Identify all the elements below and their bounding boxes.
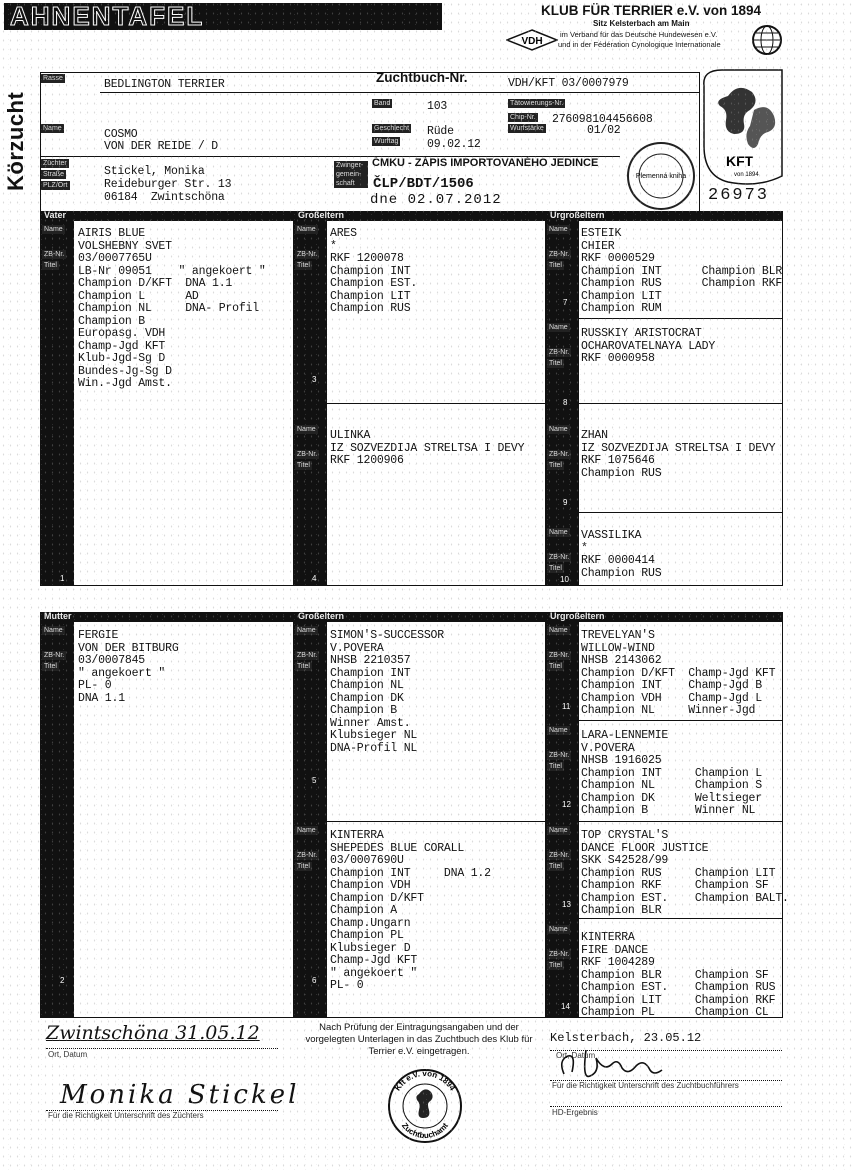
ggp7-titel-tag: Titel — [549, 863, 562, 870]
import-stamp-date: dne 02.07.2012 — [370, 192, 502, 208]
ggp4-titel-tag: Titel — [549, 565, 562, 572]
ggp3-titel-tag: Titel — [549, 462, 562, 469]
registration-note: Nach Prüfung der Eintragungsangaben und der vorgelegten Unterlagen in das Zuchtbuch des Klub für Terrier e.V. eingetragen. — [305, 1022, 533, 1057]
label-breeder-signature: Für die Richtigkeit Unterschrift des Züchters — [48, 1111, 204, 1120]
ggp8-name-tag: Name — [549, 926, 568, 933]
gp3-zb-tag: ZB-Nr. — [297, 652, 318, 659]
gp2-name-tag: Name — [297, 426, 316, 433]
breed: BEDLINGTON TERRIER — [104, 78, 225, 91]
registrar-place-date: Kelsterbach, 23.05.12 — [550, 1031, 702, 1045]
band-value: 103 — [427, 100, 448, 113]
ggp5-name-tag: Name — [549, 627, 568, 634]
ggp2-zb-tag: ZB-Nr. — [549, 349, 570, 356]
ggp6-number: 12 — [562, 800, 571, 809]
gp2-titel-tag: Titel — [297, 462, 310, 469]
urgrosseltern-header-2: Urgroßeltern — [550, 611, 605, 621]
ggp8-number: 14 — [561, 1002, 570, 1011]
club-affiliation-1: im Verband für das Deutsche Hundewesen e.V. — [560, 30, 718, 39]
vater-header: Vater — [44, 210, 67, 220]
gp1-number: 3 — [312, 375, 317, 384]
label-strasse: Straße — [43, 171, 65, 178]
gp4-number: 6 — [312, 976, 317, 985]
label-zuchtbuch: Zuchtbuch-Nr. — [376, 70, 468, 85]
gp3-titel-tag: Titel — [297, 663, 310, 670]
ggp6-name-tag: Name — [549, 727, 568, 734]
breeder-city: 06184 Zwintschöna — [104, 191, 225, 204]
registration-number: 26973 — [708, 186, 770, 205]
grosseltern-header-2: Großeltern — [298, 611, 345, 621]
ggp7-number: 13 — [562, 900, 571, 909]
club-name: KLUB FÜR TERRIER e.V. von 1894 — [541, 3, 762, 18]
label-geschlecht: Geschlecht — [374, 125, 410, 132]
label-band: Band — [374, 100, 391, 107]
dam-zb-tag: ZB-Nr. — [44, 652, 65, 659]
breeder-street: Reideburger Str. 13 — [104, 178, 232, 191]
hline-ggp-a — [545, 318, 783, 319]
svg-text:von 1894: von 1894 — [734, 172, 759, 178]
handwritten-place-date: Zwintschöna 31.05.12 — [46, 1022, 260, 1044]
club-seat: Sitz Kelsterbach am Main — [593, 19, 690, 28]
gp2-text: ULINKA IZ SOZVEZDIJA STRELTSA I DEVY RKF 1200906 — [330, 429, 525, 467]
ggp3-name-tag: Name — [549, 426, 568, 433]
vdh-logo — [506, 29, 558, 51]
gp2-zb-tag: ZB-Nr. — [297, 451, 318, 458]
ggp5-number: 11 — [562, 702, 571, 711]
ggp2-titel-tag: Titel — [549, 360, 562, 367]
gp1-text: ARES * RKF 1200078 Champion INT Champion EST. Champion LIT Champion RUS — [330, 227, 418, 315]
line-hd — [550, 1106, 782, 1107]
ggp4-text: VASSILIKA * RKF 0000414 Champion RUS — [581, 529, 662, 580]
label-taetow: Tätowierungs-Nr. — [510, 100, 564, 107]
sire-number: 1 — [60, 574, 65, 583]
gp2-number: 4 — [312, 574, 317, 583]
dam-name-tag: Name — [44, 627, 63, 634]
wurfstaerke-value: 01/02 — [587, 124, 621, 137]
ggp8-titel-tag: Titel — [549, 962, 562, 969]
label-ort-datum: Ort, Datum — [48, 1050, 88, 1059]
hline-gp2 — [293, 821, 783, 822]
ggp6-titel-tag: Titel — [549, 763, 562, 770]
hline-gp1 — [293, 403, 783, 404]
label-zuechter: Züchter — [43, 160, 67, 167]
gp1-zb-tag: ZB-Nr. — [297, 251, 318, 258]
sire-zb-tag: ZB-Nr. — [44, 251, 65, 258]
sire-text: AIRIS BLUE VOLSHEBNY SVET 03/0007765U LB-Nr 09051 " angekoert " Champion D/KFT DNA 1.1 Champion L AD Champion NL DNA- Profil Champion B Europasg. VDH Champ-Jgd KFT Klub-Jgd-Sg D Bundes-Jg-Sg D Win.-Jgd Amst. — [78, 227, 266, 390]
wurftag-value: 09.02.12 — [427, 138, 481, 151]
ggp3-number: 9 — [563, 498, 568, 507]
ggp5-titel-tag: Titel — [549, 663, 562, 670]
geschlecht-value: Rüde — [427, 125, 454, 138]
hline-ggp-b — [545, 512, 783, 513]
ggp1-text: ESTEIK CHIER RKF 0000529 Champion INT Champion BLR Champion RUS Champion RKF Champion LIT Champion RUM — [581, 227, 783, 315]
import-stamp-number: ČLP/BDT/1506 — [373, 176, 474, 192]
divider-rasse — [100, 92, 700, 93]
ggp8-text: KINTERRA FIRE DANCE RKF 1004289 Champion BLR Champion SF Champion EST. Champion RUS Champion LIT Champion RKF Champion PL Champion CL — [581, 931, 776, 1019]
label-wurfstaerke: Wurfstärke — [510, 125, 544, 132]
label-hd-ergebnis: HD-Ergebnis — [552, 1108, 598, 1117]
gp3-name-tag: Name — [297, 627, 316, 634]
label-right-ort-datum: Ort, Datum — [556, 1051, 596, 1060]
fci-globe-icon — [751, 24, 783, 56]
ggp1-number: 7 — [563, 298, 568, 307]
ggp5-text: TREVELYAN'S WILLOW-WIND NHSB 2143062 Champion D/KFT Champ-Jgd KFT Champion INT Champ-Jgd B Champion VDH Champ-Jgd L Champion NL Winner-Jgd — [581, 629, 776, 717]
ggp6-zb-tag: ZB-Nr. — [549, 752, 570, 759]
line-ort-datum — [46, 1048, 278, 1049]
vline-3 — [293, 621, 294, 1018]
svg-text:VDH: VDH — [521, 36, 543, 47]
gp1-titel-tag: Titel — [297, 262, 310, 269]
document-title: AHNENTAFEL — [10, 1, 205, 31]
ggp8-zb-tag: ZB-Nr. — [549, 951, 570, 958]
zuchtbuch-number: VDH/KFT 03/0007979 — [508, 77, 629, 90]
dog-name-2: VON DER REIDE / D — [104, 140, 218, 153]
gp4-titel-tag: Titel — [297, 863, 310, 870]
ggp4-number: 10 — [560, 575, 569, 584]
zuchtbuchamt-seal — [385, 1064, 465, 1146]
ggp2-number: 8 — [563, 398, 568, 407]
label-zwingergemeinschaft: Zwinger-gemein-schaft — [334, 161, 368, 188]
ggp5-zb-tag: ZB-Nr. — [549, 652, 570, 659]
svg-text:Zuchtbuchamt: Zuchtbuchamt — [399, 1121, 451, 1141]
import-stamp-line: ČMKU - ZÁPIS IMPORTOVANÉHO JEDINCE — [372, 157, 599, 169]
dog-name-1: COSMO — [104, 128, 138, 141]
gp4-name-tag: Name — [297, 827, 316, 834]
ggp3-text: ZHAN IZ SOZVEZDIJA STRELTSA I DEVY RKF 1075646 Champion RUS — [581, 429, 776, 480]
label-registrar-signature: Für die Richtigkeit Unterschrift des Zuchtbuchführers — [552, 1081, 739, 1090]
ggp7-name-tag: Name — [549, 827, 568, 834]
hline-ggp-d — [545, 918, 783, 919]
chip-value: 276098104456608 — [552, 113, 653, 126]
breeder-signature: Monika Stickel — [60, 1080, 300, 1110]
ggp6-text: LARA-LENNEMIE V.POVERA NHSB 1916025 Champion INT Champion L Champion NL Champion S Champion DK Weltsieger Champion B Winner NL — [581, 729, 762, 817]
dam-number: 2 — [60, 976, 65, 985]
ggp4-zb-tag: ZB-Nr. — [549, 554, 570, 561]
club-affiliation-2: und in der Fédération Cynologique Internationale — [558, 40, 721, 49]
registrar-signature — [556, 1044, 676, 1084]
label-plz: PLZ/Ort — [43, 182, 68, 189]
ggp1-zb-tag: ZB-Nr. — [549, 251, 570, 258]
ggp7-text: TOP CRYSTAL'S DANCE FLOOR JUSTICE SKK S42528/99 Champion RUS Champion LIT Champion RKF Champion SF Champion EST. Champion BALT. Champion BLR — [581, 829, 789, 917]
gp4-text: KINTERRA SHEPEDES BLUE CORALL 03/0007690U Champion INT DNA 1.2 Champion VDH Champion D/KFT Champion A Champ.Ungarn Champion PL Klubsieger D Champ-Jgd KFT " angekoert " PL- 0 — [330, 829, 491, 992]
svg-text:KFT: KFT — [726, 153, 754, 169]
breeder-name: Stickel, Monika — [104, 165, 205, 178]
label-rasse: Rasse — [43, 75, 63, 82]
vline-4 — [545, 621, 546, 1018]
mutter-header: Mutter — [44, 611, 72, 621]
label-wurftag: Wurftag — [374, 138, 399, 145]
hline-ggp-c — [545, 720, 783, 721]
ggp4-name-tag: Name — [549, 529, 568, 536]
dam-text: FERGIE VON DER BITBURG 03/0007845 " angekoert " PL- 0 DNA 1.1 — [78, 629, 179, 705]
sire-name-tag: Name — [44, 226, 63, 233]
mutter-header-bar — [40, 612, 783, 621]
sire-titel-tag: Titel — [44, 262, 57, 269]
dam-titel-tag: Titel — [44, 663, 57, 670]
urgrosseltern-header-1: Urgroßeltern — [550, 210, 605, 220]
grosseltern-header-1: Großeltern — [298, 210, 345, 220]
ggp7-zb-tag: ZB-Nr. — [549, 852, 570, 859]
ggp2-text: RUSSKIY ARISTOCRAT OCHAROVATELNAYA LADY RKF 0000958 — [581, 327, 716, 365]
label-chip: Chip-Nr. — [510, 114, 536, 121]
gp3-number: 5 — [312, 776, 317, 785]
svg-text:Plemenná kniha: Plemenná kniha — [635, 173, 687, 180]
gp1-name-tag: Name — [297, 226, 316, 233]
side-label-koerzucht: Körzucht — [3, 91, 28, 191]
svg-text:Kft e.V. von 1894: Kft e.V. von 1894 — [392, 1068, 458, 1093]
ggp2-name-tag: Name — [549, 324, 568, 331]
kft-logo — [698, 66, 786, 190]
ggp1-name-tag: Name — [549, 226, 568, 233]
gp4-zb-tag: ZB-Nr. — [297, 852, 318, 859]
round-stamp — [625, 140, 697, 212]
label-name: Name — [43, 125, 62, 132]
vater-header-bar — [40, 211, 783, 220]
ggp1-titel-tag: Titel — [549, 262, 562, 269]
gp3-text: SIMON'S-SUCCESSOR V.POVERA NHSB 2210357 Champion INT Champion NL Champion DK Champion B Winner Amst. Klubsieger NL DNA-Profil NL — [330, 629, 444, 755]
ggp3-zb-tag: ZB-Nr. — [549, 451, 570, 458]
